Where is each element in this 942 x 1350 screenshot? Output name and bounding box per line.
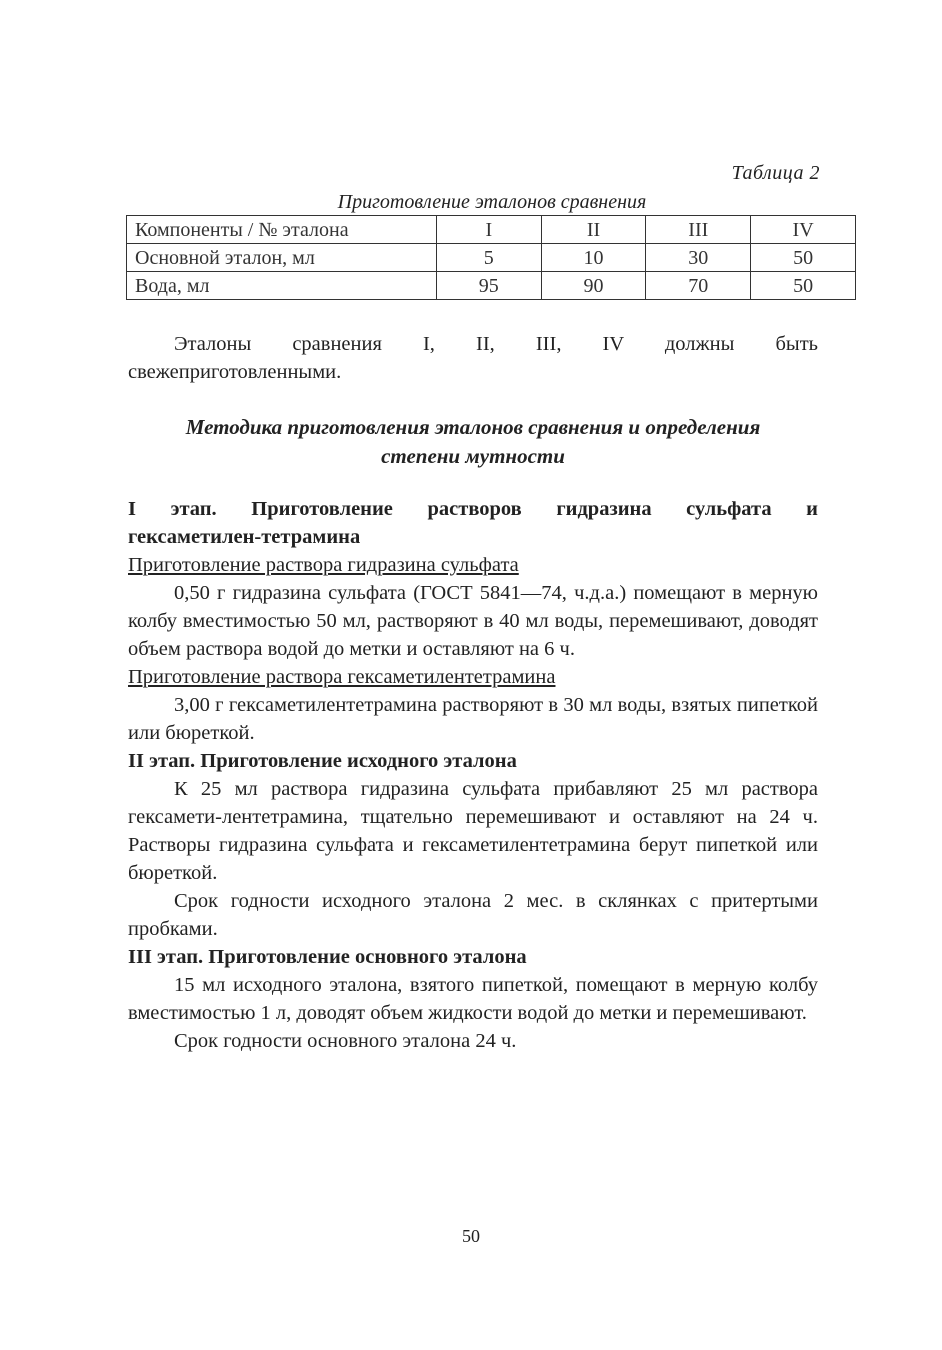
method-heading-line: степени мутности [381, 444, 565, 468]
table-header-cell: I [436, 216, 541, 244]
stage2-paragraph: Срок годности исходного эталона 2 мес. в склянках с притертыми пробками. [128, 890, 818, 940]
page-number: 50 [462, 1226, 480, 1246]
table-row [127, 272, 856, 300]
table-header-row [127, 216, 856, 244]
table-cell: 90 [541, 272, 646, 300]
stage1-title-line: гексаметилен-тетрамина [128, 526, 361, 548]
table-cell: Основной эталон, мл [127, 244, 437, 272]
table-cell: Вода, мл [127, 272, 437, 300]
table-cell: 30 [646, 244, 751, 272]
table-cell: 95 [436, 272, 541, 300]
table-title: Приготовление эталонов сравнения [337, 191, 647, 213]
stage1-subheading: Приготовление раствора гидразина сульфата [128, 554, 519, 576]
stage3-paragraph: Срок годности основного эталона 24 ч. [174, 1030, 517, 1052]
note-paragraph [128, 330, 818, 386]
stage1-title-line: I этап. Приготовление растворов гидразина сульфата и [128, 498, 818, 520]
note-line: свежеприготовленными. [128, 361, 342, 383]
table-header-cell: Компоненты / № эталона [127, 216, 437, 244]
note-line: Эталоны сравнения I, II, III, IV должны быть [174, 333, 818, 355]
stage1-section [128, 495, 818, 1055]
table-cell: 10 [541, 244, 646, 272]
stage1-subheading: Приготовление раствора гексаметилентетрамина [128, 666, 556, 688]
stage3-paragraph: 15 мл исходного эталона, взятого пипеткой, помещают в мерную колбу вместимостью 1 л, доводят объем жидкости водой до метки и перемешивают. [128, 974, 818, 1024]
table-cell: 70 [646, 272, 751, 300]
stage1-paragraph: 0,50 г гидразина сульфата (ГОСТ 5841—74, ч.д.а.) помещают в мерную колбу вместимостью 50 мл, растворяют в 40 мл воды, перемешивают, доводят объем раствора водой до метки и оставляют на 6 ч. [128, 582, 818, 660]
table-header-cell: II [541, 216, 646, 244]
table-header-cell: III [646, 216, 751, 244]
table-cell: 5 [436, 244, 541, 272]
method-heading-line: Методика приготовления эталонов сравнения и определения [185, 415, 761, 439]
stage3-title: III этап. Приготовление основного эталона [128, 946, 527, 968]
table-header-cell: IV [751, 216, 856, 244]
table-cell: 50 [751, 244, 856, 272]
stage2-paragraph: К 25 мл раствора гидразина сульфата прибавляют 25 мл раствора гексамети-лентетрамина, тщательно перемешивают и оставляют на 24 ч. Растворы гидразина сульфата и гексаметилентетрамина берут пипеткой или бюреткой. [128, 778, 818, 884]
stage2-title: II этап. Приготовление исходного эталона [128, 750, 517, 772]
table-row [127, 244, 856, 272]
method-heading [128, 413, 818, 471]
table-label: Таблица 2 [731, 162, 820, 184]
standards-table [126, 215, 856, 300]
stage1-paragraph: 3,00 г гексаметилентетрамина растворяют в 30 мл воды, взятых пипеткой или бюреткой. [128, 694, 818, 744]
table-cell: 50 [751, 272, 856, 300]
